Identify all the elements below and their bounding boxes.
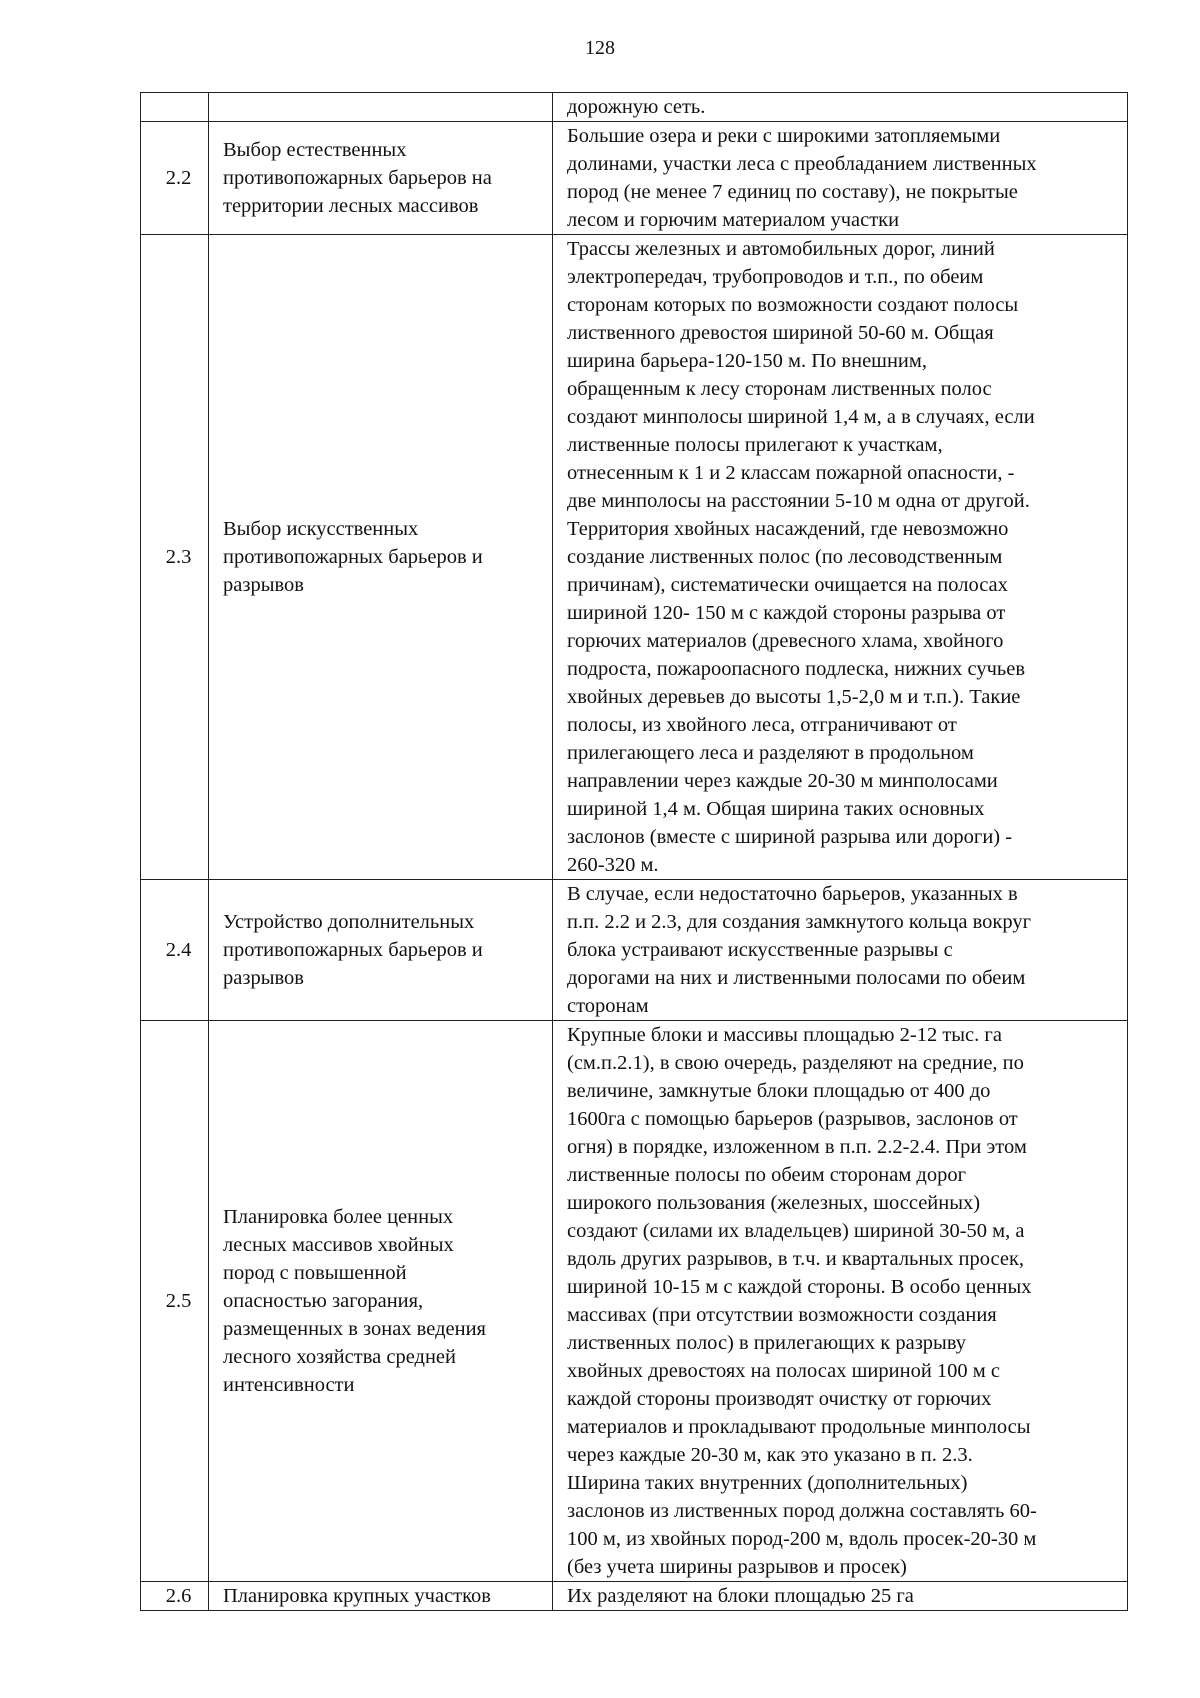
row-name <box>209 93 553 122</box>
row-description: В случае, если недостаточно барьеров, указанных в п.п. 2.2 и 2.3, для создания замкнутого кольца вокруг блока устраивают искусственные разрывы с дорогами на них и лиственными полосами по обеим сторонам <box>553 880 1128 1021</box>
table-row <box>141 235 1128 880</box>
row-name: Планировка более ценных лесных массивов хвойных пород с повышенной опасностью загорания, размещенных в зонах ведения лесного хозяйства средней интенсивности <box>209 1021 553 1582</box>
row-number <box>141 93 209 122</box>
row-description: дорожную сеть. <box>553 93 1128 122</box>
row-name: Устройство дополнительных противопожарных барьеров и разрывов <box>209 880 553 1021</box>
row-number: 2.4 <box>141 880 209 1021</box>
row-name: Выбор искусственных противопожарных барьеров и разрывов <box>209 235 553 880</box>
table-row <box>141 880 1128 1021</box>
row-description: Большие озера и реки с широкими затопляемыми долинами, участки леса с преобладанием лиственных пород (не менее 7 единиц по составу), не покрытые лесом и горючим материалом участки <box>553 122 1128 235</box>
table-row <box>141 1021 1128 1582</box>
row-description: Трассы железных и автомобильных дорог, линий электропередач, трубопроводов и т.п., по обеим сторонам которых по возможности создают полосы лиственного древостоя шириной 50-60 м. Общая ширина барьера-120-150 м. По внешним, обращенным к лесу сторонам лиственных полос создают минполосы шириной 1,4 м, а в случаях, если лиственные полосы прилегают к участкам, отнесенным к 1 и 2 классам пожарной опасности, - две минполосы на расстоянии 5-10 м одна от другой. Территория хвойных насаждений, где невозможно создание лиственных полос (по лесоводственным причинам), систематически очищается на полосах шириной 120- 150 м с каждой стороны разрыва от горючих материалов (древесного хлама, хвойного подроста, пожароопасного подлеска, нижних сучьев хвойных деревьев до высоты 1,5-2,0 м и т.п.). Такие полосы, из хвойного леса, отграничивают от прилегающего леса и разделяют в продольном направлении через каждые 20-30 м минполосами шириной 1,4 м. Общая ширина таких основных заслонов (вместе с шириной разрыва или дороги) - 260-320 м. <box>553 235 1128 880</box>
row-number: 2.6 <box>141 1582 209 1611</box>
row-description: Крупные блоки и массивы площадью 2-12 тыс. га (см.п.2.1), в свою очередь, разделяют на средние, по величине, замкнутые блоки площадью от 400 до 1600га с помощью барьеров (разрывов, заслонов от огня) в порядке, изложенном в п.п. 2.2-2.4. При этом лиственные полосы по обеим сторонам дорог широкого пользования (железных, шоссейных) создают (силами их владельцев) шириной 30-50 м, а вдоль других разрывов, в т.ч. и квартальных просек, шириной 10-15 м с каждой стороны. В особо ценных массивах (при отсутствии возможности создания лиственных полос) в прилегающих к разрыву хвойных древостоях на полосах шириной 100 м с каждой стороны производят очистку от горючих материалов и прокладывают продольные минполосы через каждые 20-30 м, как это указано в п. 2.3. Ширина таких внутренних (дополнительных) заслонов из лиственных пород должна составлять 60- 100 м, из хвойных пород-200 м, вдоль просек-20-30 м (без учета ширины разрывов и просек) <box>553 1021 1128 1582</box>
row-number: 2.3 <box>141 235 209 880</box>
row-number: 2.5 <box>141 1021 209 1582</box>
table-row <box>141 1582 1128 1611</box>
page-number: 128 <box>585 37 615 59</box>
measures-table <box>140 92 1128 1611</box>
row-description: Их разделяют на блоки площадью 25 га <box>553 1582 1128 1611</box>
table-row <box>141 93 1128 122</box>
row-name: Выбор естественных противопожарных барьеров на территории лесных массивов <box>209 122 553 235</box>
row-number: 2.2 <box>141 122 209 235</box>
row-name: Планировка крупных участков <box>209 1582 553 1611</box>
table-row <box>141 122 1128 235</box>
